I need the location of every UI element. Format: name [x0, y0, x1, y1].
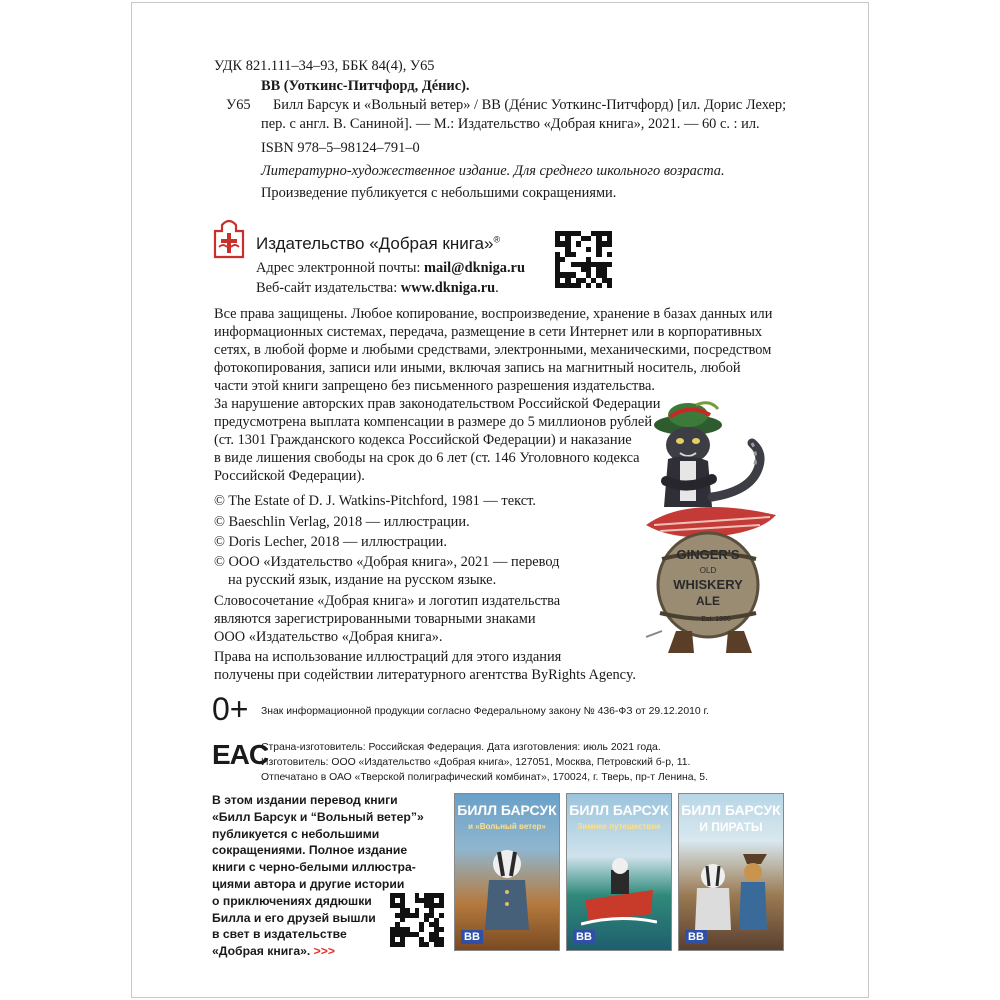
promo-last-line: «Добрая книга». >>>: [212, 944, 336, 959]
rights-line: в виде лишения свободы на срок до 6 лет (ст. 146 Уголовного кодекса: [214, 450, 640, 466]
promo-line: книги с черно-белыми иллюстра-: [212, 860, 416, 875]
manufacturer: Изготовитель: ООО «Издательство «Добрая книга», 127051, Москва, Петровский б-р, 11.: [261, 757, 691, 768]
copyright-illustrations-publisher: © Baeschlin Verlag, 2018 — иллюстрации.: [214, 514, 470, 530]
cat-on-barrel-illustration: [640, 399, 800, 657]
qr-code-icon: [555, 231, 612, 288]
promo-line: о приключениях дядюшки: [212, 893, 372, 908]
boat-illustration: [581, 850, 657, 930]
udk-line: УДК 821.111–34–93, ББК 84(4), У65: [214, 58, 435, 74]
illustration-rights-line: Права на использование иллюстраций для этого издания: [214, 649, 562, 665]
publisher-site-line: Веб-сайт издательства: www.dkniga.ru.: [256, 280, 499, 296]
page: [131, 2, 869, 998]
rights-line: сетях, в любой форме и любыми средствами, электронными, механическими, посредством: [214, 342, 772, 358]
barrel-label-5: Est. 1866: [701, 616, 731, 623]
book-cover-1[interactable]: [454, 793, 560, 951]
book-subtitle: и «Вольный ветер»: [468, 822, 546, 831]
barrel-label-2: OLD: [699, 566, 717, 575]
promo-line: публикуется с небольшими: [212, 826, 380, 841]
book-title: БИЛЛ БАРСУК: [457, 802, 557, 818]
age-rating-note: Знак информационной продукции согласно Федеральному закону № 436-ФЗ от 29.12.2010 г.: [261, 706, 709, 717]
promo-line: Билла и его друзей вышли: [212, 910, 376, 925]
publisher-email[interactable]: mail@dknigа.ru: [424, 260, 525, 276]
publisher-email-line: Адрес электронной почты: mail@dknigа.ru: [256, 260, 525, 276]
book-logo: ВВ: [461, 930, 483, 944]
rights-line: предусмотрена выплата компенсации в размере до 5 миллионов рублей: [214, 414, 653, 430]
rights-line: информационных системах, передача, размещение в сети Интернет или в корпоративных: [214, 324, 763, 340]
promo-line: В этом издании перевод книги: [212, 793, 398, 807]
rights-line: (ст. 1301 Гражданского кодекса Российской Федерации) и наказание: [214, 432, 632, 448]
trademark-line: Словосочетание «Добрая книга» и логотип издательства: [214, 593, 561, 609]
publisher-site[interactable]: www.dkniga.ru: [400, 280, 496, 296]
pirates-illustration: [687, 846, 775, 932]
book-cover-2[interactable]: [566, 793, 672, 951]
description-line-1: Билл Барсук и «Вольный ветер» / ВВ (Дéнис Уоткинс-Питчфорд) [ил. Дорис Лехер;: [273, 97, 787, 113]
book-title: БИЛЛ БАРСУК: [681, 802, 781, 818]
promo-line: «Билл Барсук и “Вольный ветер”»: [212, 809, 424, 824]
book-logo: ВВ: [573, 930, 595, 944]
book-title: БИЛЛ БАРСУК: [569, 802, 669, 818]
rights-line: части этой книги запрещено без письменного разрешения издательства.: [214, 378, 655, 394]
publisher-logo-icon: [212, 217, 246, 259]
copyright-translation: © ООО «Издательство «Добрая книга», 2021 — перевод: [214, 554, 560, 570]
age-rating-mark: 0+: [212, 691, 249, 727]
promo-line: в свет в издательстве: [212, 927, 347, 942]
manufacture-country: Страна-изготовитель: Российская Федерация. Дата изготовления: июль 2021 года.: [261, 742, 661, 753]
copyright-translation-cont: на русский язык, издание на русском языке.: [228, 572, 497, 588]
abridged-note: Произведение публикуется с небольшими сокращениями.: [261, 185, 617, 201]
rights-line: За нарушение авторских прав законодательством Российской Федерации: [214, 396, 661, 412]
description-line-2: пер. с англ. В. Саниной]. — М.: Издательство «Добрая книга», 2021. — 60 с. : ил.: [261, 116, 760, 132]
barrel-label-4: ALE: [696, 594, 720, 608]
book-subtitle: И ПИРАТЫ: [699, 820, 763, 834]
qr-code-icon: [390, 893, 444, 947]
isbn: ISBN 978–5–98124–791–0: [261, 140, 420, 156]
rights-line: Все права защищены. Любое копирование, воспроизведение, хранение в базах данных или: [214, 306, 773, 322]
copyright-text: © The Estate of D. J. Watkins-Pitchford, 1981 — текст.: [214, 493, 536, 509]
rights-line: фотокопирования, записи или иными, включая запись на магнитный носитель, любой: [214, 360, 741, 376]
book-subtitle: Зимнее путешествие: [577, 822, 661, 831]
badger-illustration: [477, 846, 537, 932]
trademark-line: являются зарегистрированными товарными знаками: [214, 611, 536, 627]
promo-arrows[interactable]: >>>: [313, 944, 336, 959]
book-cover-3[interactable]: [678, 793, 784, 951]
promo-line: циями автора и другие истории: [212, 876, 405, 891]
edition-note: Литературно-художественное издание. Для среднего школьного возраста.: [261, 163, 725, 179]
author-line: ВВ (Уоткинс-Питчфорд, Дéнис).: [261, 78, 470, 94]
trademark-line: ООО «Издательство «Добрая книга».: [214, 629, 443, 645]
promo-line: сокращениями. Полное издание: [212, 843, 408, 858]
rights-line: Российской Федерации).: [214, 468, 365, 484]
eac-mark-icon: EAC: [212, 739, 269, 770]
printer: Отпечатано в ОАО «Тверской полиграфический комбинат», 170024, г. Тверь, пр-т Ленина, 5.: [261, 772, 708, 783]
barrel-label-1: GINGER'S: [676, 547, 740, 562]
publisher-name: Издательство «Добрая книга»®: [256, 234, 501, 253]
barrel-label-3: WHISKERY: [673, 577, 743, 592]
copyright-illustrations-artist: © Doris Lecher, 2018 — иллюстрации.: [214, 534, 447, 550]
illustration-rights-line: получены при содействии литературного агентства ByRights Agency.: [214, 667, 636, 683]
book-logo: ВВ: [685, 930, 707, 944]
catalog-code: У65: [226, 97, 251, 113]
